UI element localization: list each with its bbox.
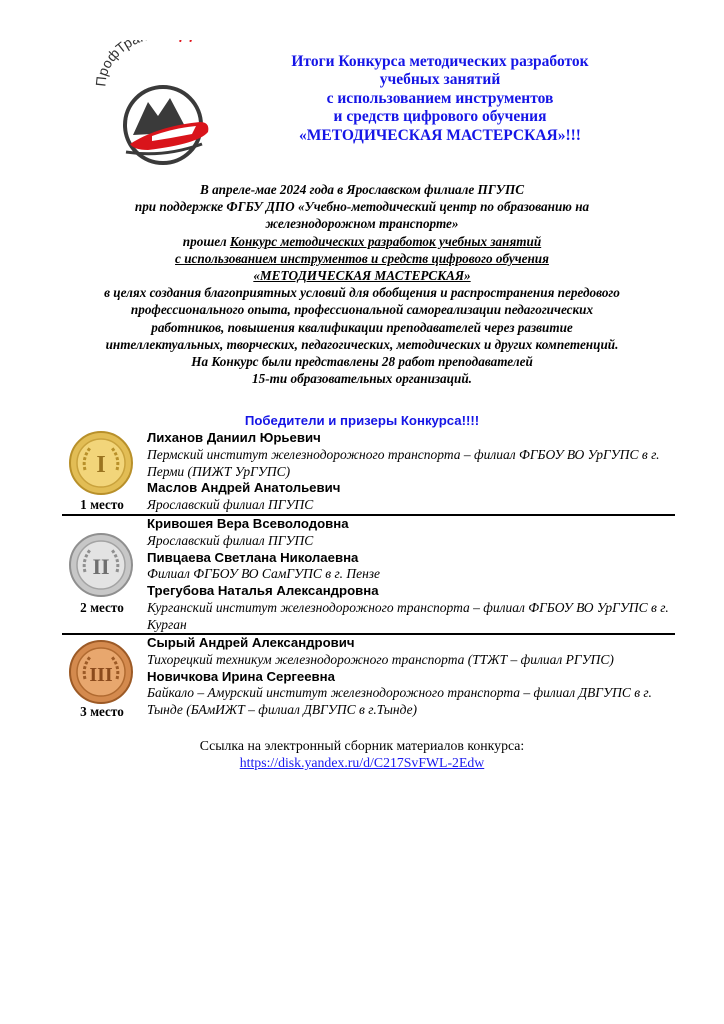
link-label: Ссылка на электронный сборник материалов конкурса:	[199, 738, 525, 753]
intro-line: интеллектуальных, творческих, педагогических, методических и других компетенций.	[105, 336, 619, 352]
place-3-section	[62, 635, 675, 721]
place-1-section	[62, 430, 675, 516]
gold-medal-icon	[68, 430, 134, 496]
medal-numeral: II	[92, 554, 110, 579]
place-label: 1 место	[80, 497, 124, 512]
winner-org: Курганский институт железнодорожного транспорта – филиал ФГБОУ ВО УрГУПС в г. Курган	[147, 599, 669, 632]
winner-org: Тихорецкий техникум железнодорожного транспорта (ТТЖТ – филиал РГУПС)	[147, 651, 614, 667]
winner-name: Кривошея Вера Всеволодовна	[147, 516, 349, 531]
logo-text-part2	[146, 40, 198, 46]
medal-numeral: III	[89, 664, 113, 686]
winner-org: Байкало – Амурский институт железнодорожного транспорта – филиал ДВГУПС в г. Тынде (БАмИЖТ – филиал ДВГУПС в г.Тынде)	[147, 685, 652, 718]
logo-text-part1: ПрофТр	[92, 40, 135, 88]
intro-line: В апреле-мае 2024 года в Ярославском филиале ПГУПС	[199, 182, 524, 197]
winners-heading: Победители и призеры Конкурса!!!!	[244, 413, 480, 428]
intro-line: при поддержке ФГБУ ДПО «Учебно-методический центр по образованию на	[134, 199, 590, 215]
place-entries	[147, 516, 677, 634]
winner-name: Пивцаева Светлана Николаевна	[147, 549, 359, 565]
contest-title: «МЕТОДИЧЕСКАЯ МАСТЕРСКАЯ»	[253, 268, 471, 284]
place-label: 3 место	[80, 704, 124, 719]
contest-name: Конкурс методических разработок учебных занятий	[229, 233, 542, 249]
intro-line-prefix: прошел	[182, 233, 230, 249]
place-entries	[147, 635, 677, 719]
intro-line: На Конкурс были представлены 28 работ преподавателей	[191, 354, 533, 370]
winner-org: Ярославский филиал ПГУПС	[147, 497, 314, 513]
collection-link-block	[0, 737, 724, 771]
intro-paragraph	[54, 181, 670, 387]
winner-name: Маслов Андрей Анатольевич	[147, 480, 341, 496]
collection-link[interactable]: https://disk.yandex.ru/d/C217SvFWL-2Edw	[239, 755, 485, 770]
intro-line: 15-ти образовательных организаций.	[252, 371, 472, 387]
title-line: с использованием инструментов	[326, 89, 554, 107]
winner-org: Филиал ФГБОУ ВО СамГУПС в г. Пензе	[147, 566, 381, 582]
intro-line: в целях создания благоприятных условий для обобщения и распространения передового	[104, 285, 620, 301]
title-line: Итоги Конкурса методических разработок	[291, 53, 589, 70]
winner-name: Сырый Андрей Александрович	[147, 635, 355, 650]
winner-name: Лиханов Даниил Юрьевич	[147, 430, 321, 445]
silver-medal-icon	[68, 532, 134, 598]
intro-line: железнодорожном транспорте»	[265, 216, 459, 232]
intro-line: с использованием инструментов и средств цифрового обучения	[175, 250, 549, 266]
page-title	[270, 53, 610, 145]
title-line: и средств цифрового обучения	[333, 108, 547, 126]
winner-org: Пермский институт железнодорожного транспорта – филиал ФГБОУ ВО УрГУПС в г. Перми (ПИЖТ УрГУПС)	[147, 446, 660, 479]
title-line: «МЕТОДИЧЕСКАЯ МАСТЕРСКАЯ»!!!	[299, 126, 581, 144]
svg-text:ПрофТранСПОрт	[92, 40, 198, 87]
title-line: учебных занятий	[379, 71, 501, 89]
place-2-section	[62, 516, 675, 635]
place-label: 2 место	[80, 600, 124, 615]
intro-line	[54, 233, 670, 250]
intro-line: работников, повышения квалификации преподавателей через развитие	[151, 319, 573, 335]
intro-line: профессионального опыта, профессиональной самореализации педагогических	[130, 302, 594, 318]
winner-name: Трегубова Наталья Александровна	[147, 583, 379, 599]
winner-name: Новичкова Ирина Сергеевна	[147, 668, 335, 684]
winner-org: Ярославский филиал ПГУПС	[147, 532, 314, 548]
bronze-medal-icon	[68, 639, 134, 705]
medal-numeral: I	[96, 452, 106, 478]
train-icon	[88, 40, 238, 170]
place-entries	[147, 430, 677, 514]
logo	[88, 40, 238, 170]
